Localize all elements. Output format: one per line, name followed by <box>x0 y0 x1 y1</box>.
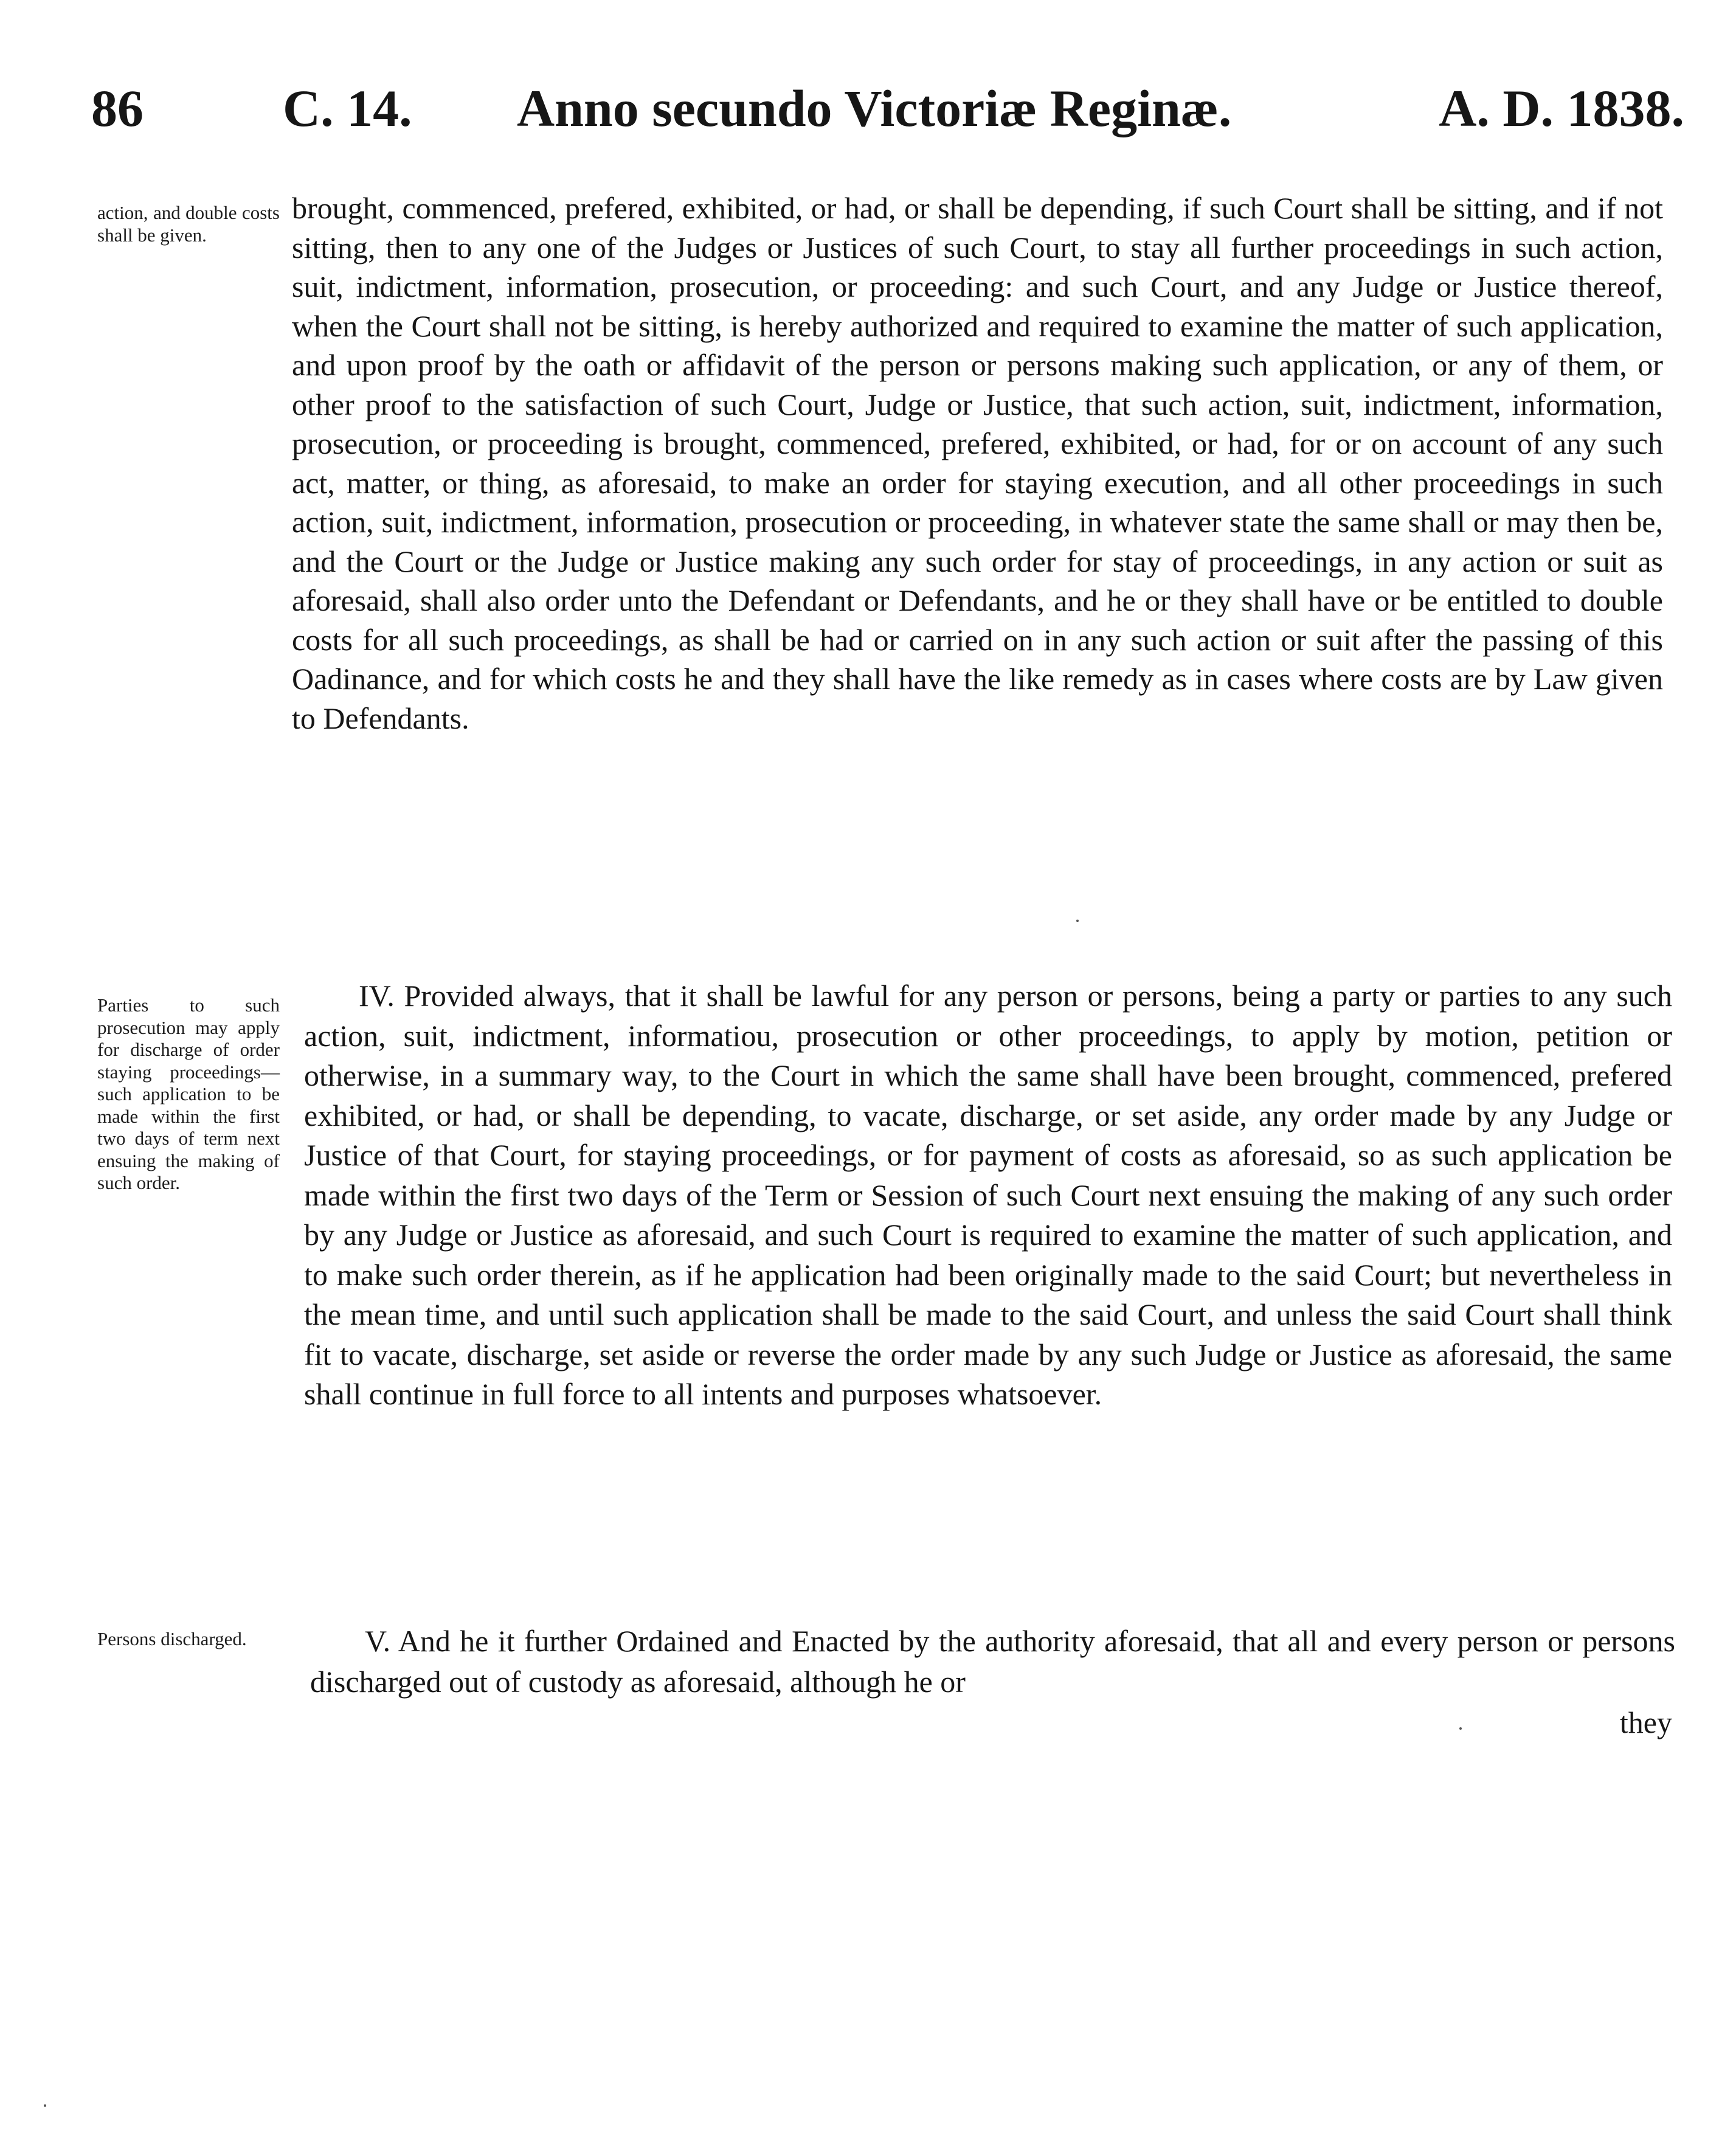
ink-speck <box>1076 920 1079 922</box>
chapter-number: C. 14. <box>283 79 412 137</box>
page-number: 86 <box>91 79 144 137</box>
section-body <box>310 1621 1675 1702</box>
section-text: V. And he it further Ordained and Enacted by the authority aforesaid, that all and every person or persons discharged out of custody as aforesaid, although he or <box>310 1624 1675 1699</box>
section-text: IV. Provided always, that it shall be lawful for any person or persons, being a party or parties to any such action, suit, indictment, informatiou, prosecution or other proceedings, to apply by motion, petition or otherwise, in a summary way, to the Court in which the same shall have been brought, commenced, prefered exhibited, or had, or shall be depending, to vacate, discharge, or set aside, any order made by any Judge or Justice of that Court, for staying proceedings, or for payment of costs as aforesaid, so as such application be made within the first two days of the Term or Session of such Court next ensuing the making of any such order by any Judge or Justice as aforesaid, and such Court is required to examine the matter of such application, and to make such order therein, as if he application had been originally made to the said Court; but nevertheless in the mean time, and until such application shall be made to the said Court, and unless the said Court shall think fit to vacate, discharge, set aside or reverse the order made by any such Judge or Justice as aforesaid, the same shall continue in full force to all intents and purposes whatsoever. <box>304 979 1672 1411</box>
margin-note: Parties to such prosecution may apply for discharge of order staying proceedings—such application to be made within the first two days of term next ensuing the making of such order. <box>97 994 280 1193</box>
running-header <box>91 72 1684 145</box>
margin-note: action, and double costs shall be given. <box>97 202 280 246</box>
margin-note: Persons discharged. <box>97 1628 247 1649</box>
anno-domini-year: A. D. 1838. <box>1439 79 1684 137</box>
ink-speck <box>44 2104 46 2107</box>
catchword: they <box>1619 1705 1672 1739</box>
regnal-year-title: Anno secundo Victoriæ Reginæ. <box>517 79 1232 137</box>
ink-speck <box>1459 1727 1462 1730</box>
section-body <box>304 976 1672 1415</box>
section-body: brought, commenced, prefered, exhibited, or had, or shall be depending, if such Court shall be sitting, and if not sitting, then to any one of the Judges or Justices of such Court, to stay all further proceedings in such action, suit, indictment, information, prosecution, or proceeding: and such Court, and any Judge or Justice thereof, when the Court shall not be sitting, is hereby authorized and required to examine the matter of such application, and upon proof by the oath or affidavit of the person or persons making such application, or any of them, or other proof to the satisfaction of such Court, Judge or Justice, that such action, suit, indictment, information, prosecution, or proceeding is brought, commenced, prefered, exhibited, or had, for or on account of any such act, matter, or thing, as aforesaid, to make an order for staying execution, and all other proceedings in such action, suit, indictment, information, prosecution or proceeding, in whatever state the same shall or may then be, and the Court or the Judge or Justice making any such order for stay of proceedings, in any action or suit as aforesaid, shall also order unto the Defendant or Defendants, and he or they shall have or be entitled to double costs for all such proceedings, as shall be had or carried on in any such action or suit after the passing of this Oadinance, and for which costs he and they shall have the like remedy as in cases where costs are by Law given to Defendants. <box>292 191 1663 735</box>
